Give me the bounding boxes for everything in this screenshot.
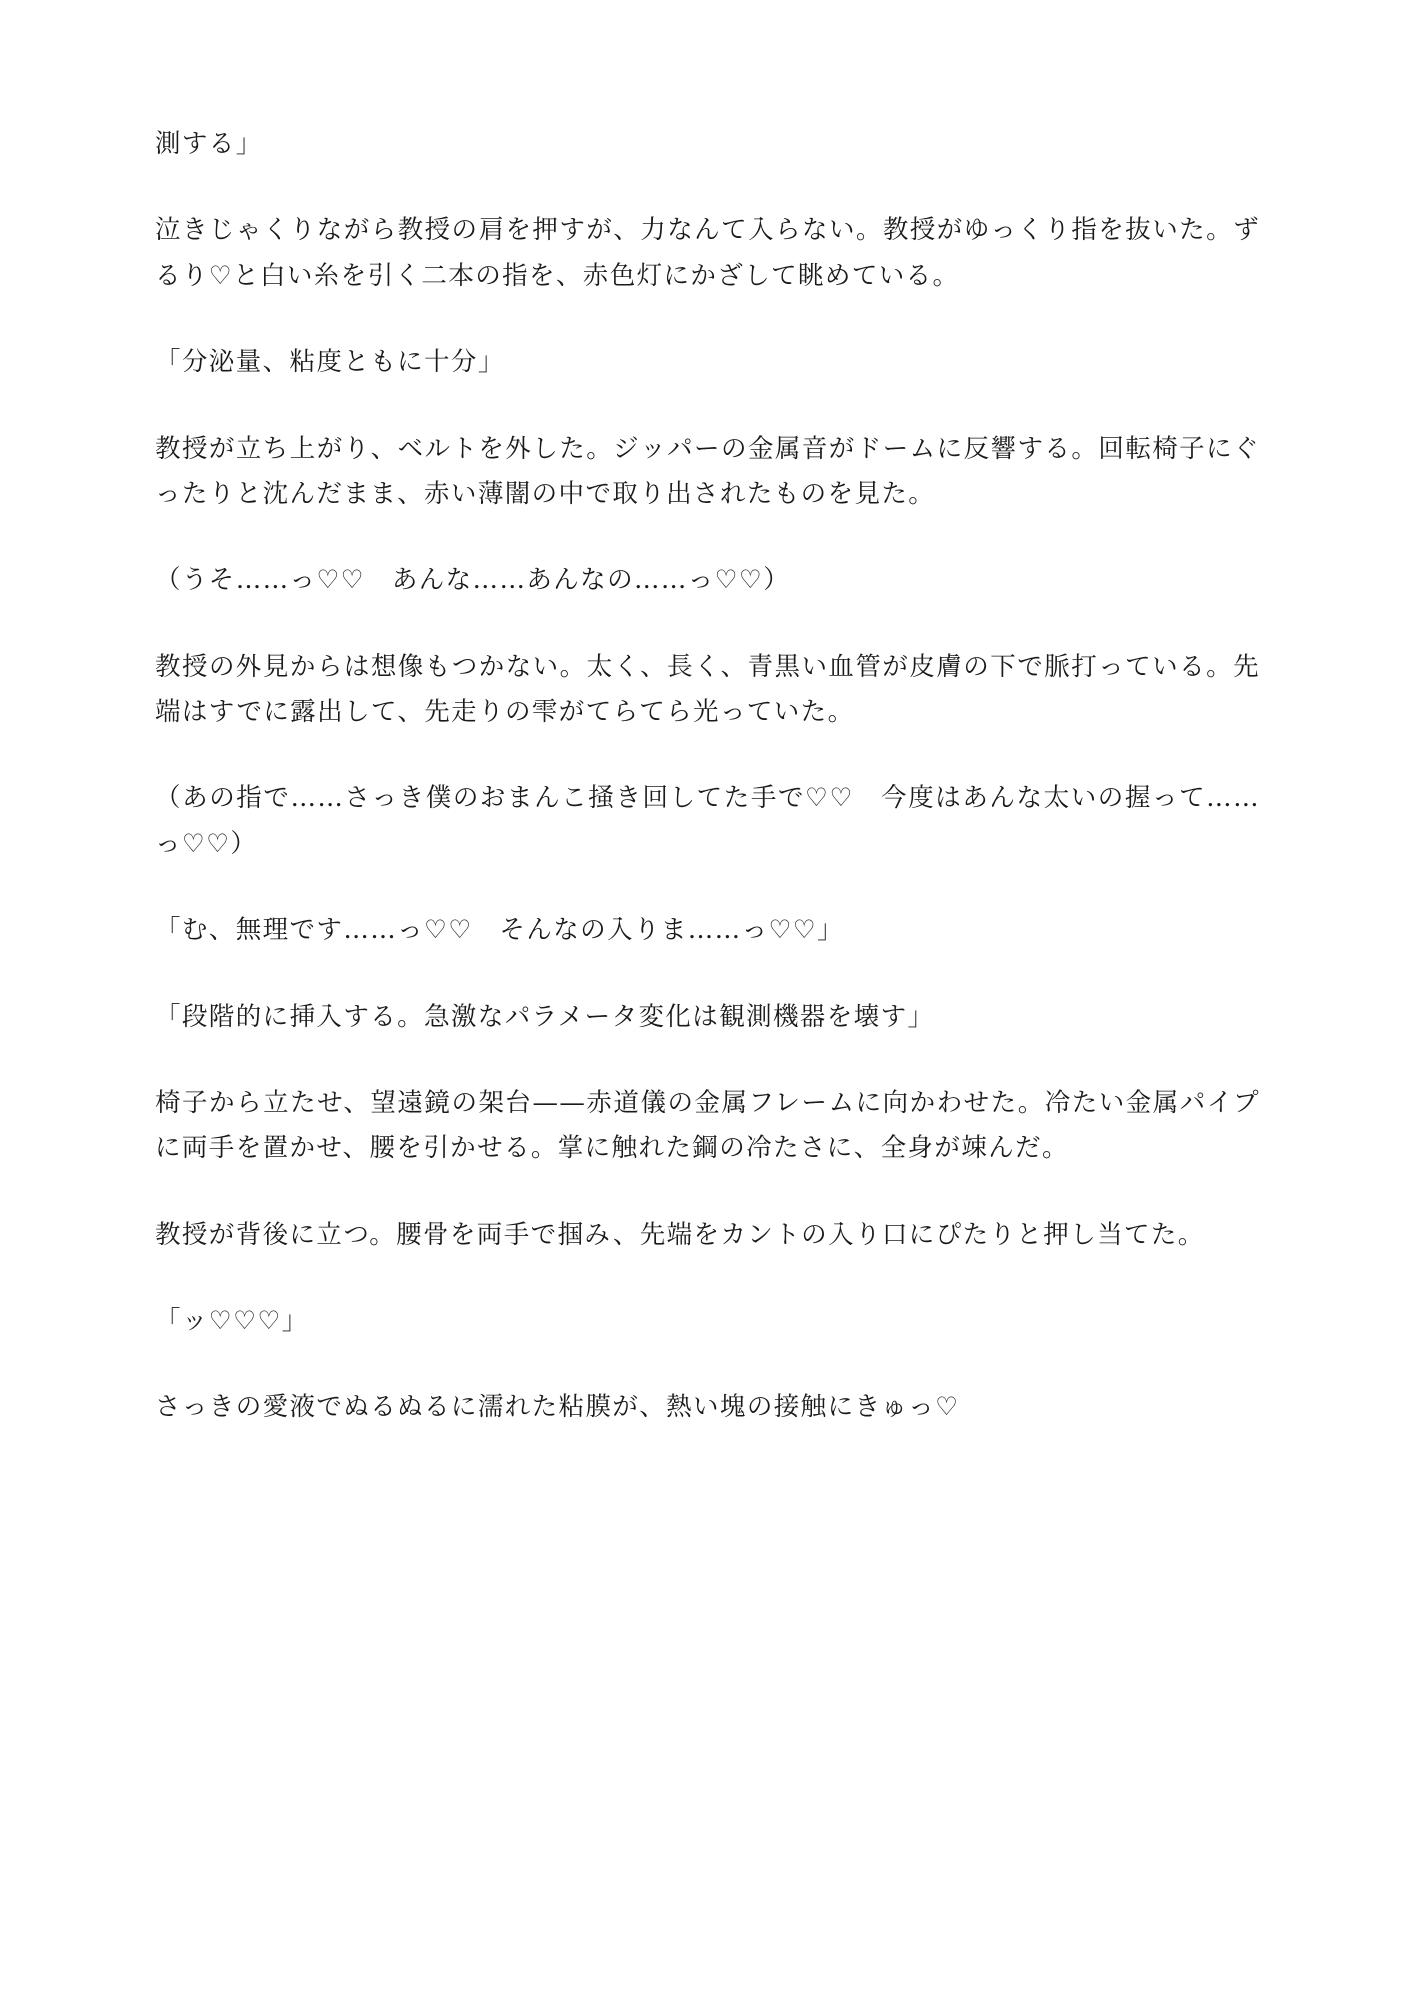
paragraph: 「ッ♡♡♡」 — [155, 1306, 309, 1336]
paragraph: 椅子から立たせ、望遠鏡の架台——赤道儀の金属フレームに向かわせた。冷たい金属パイプに両手を置かせ、腰を引かせる。掌に触れた鋼の冷たさに、全身が竦んだ。 — [155, 1087, 1260, 1164]
document-text-body — [155, 122, 1260, 1431]
paragraph: （あの指で……さっき僕のおまんこ掻き回してた手で♡♡ 今度はあんな太いの握って……っ♡♡） — [155, 783, 1260, 859]
paragraph: 教授が立ち上がり、ベルトを外した。ジッパーの金属音がドームに反響する。回転椅子にぐったりと沈んだまま、赤い薄闇の中で取り出されたものを見た。 — [155, 433, 1260, 509]
paragraph: 「分泌量、粘度ともに十分」 — [155, 347, 505, 378]
paragraph: 泣きじゃくりながら教授の肩を押すが、力なんて入らない。教授がゆっくり指を抜いた。ずるり♡と白い糸を引く二本の指を、赤色灯にかざして眺めている。 — [155, 215, 1260, 291]
paragraph: （うそ……っ♡♡ あんな……あんなの……っ♡♡） — [155, 565, 791, 596]
paragraph: 「む、無理です……っ♡♡ そんなの入りま……っ♡♡」 — [155, 915, 844, 946]
paragraph: 教授が背後に立つ。腰骨を両手で掴み、先端をカントの入り口にぴたりと押し当てた。 — [155, 1219, 1205, 1250]
paragraph: 測する」 — [155, 129, 263, 159]
paragraph: 教授の外見からは想像もつかない。太く、長く、青黒い血管が皮膚の下で脈打っている。先端はすでに露出して、先走りの雫がてらてら光っていた。 — [155, 651, 1260, 727]
paragraph: 「段階的に挿入する。急激なパラメータ変化は観測機器を壊す」 — [155, 1001, 935, 1032]
paragraph: さっきの愛液でぬるぬるに濡れた粘膜が、熱い塊の接触にきゅっ♡ — [155, 1392, 960, 1423]
